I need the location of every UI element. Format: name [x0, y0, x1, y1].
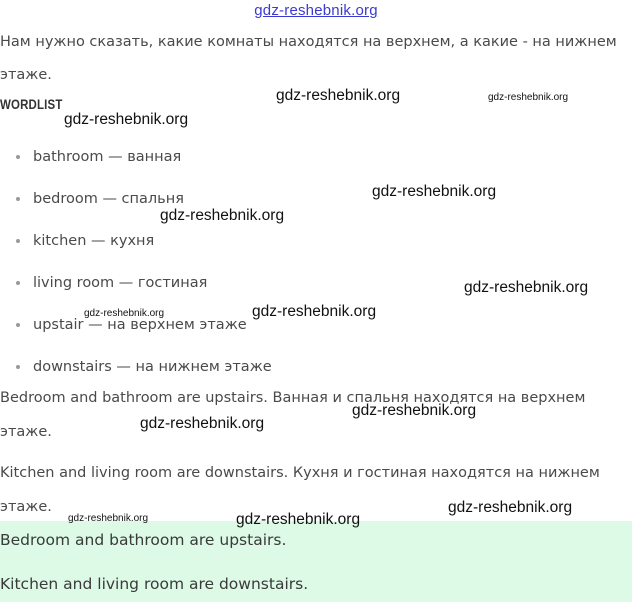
watermark: gdz-reshebnik.org — [252, 303, 377, 320]
wordlist-item-text: bathroom — ванная — [33, 149, 182, 165]
bullet-icon — [16, 155, 20, 159]
intro-line-1: Нам нужно сказать, какие комнаты находятся на верхнем, а какие - на нижнем — [0, 34, 617, 50]
watermark: gdz-reshebnik.org — [448, 499, 573, 516]
bullet-icon — [16, 323, 20, 327]
wordlist-heading: WORDLIST — [0, 96, 63, 112]
watermark: gdz-reshebnik.org — [352, 402, 477, 419]
watermark: gdz-reshebnik.org — [276, 87, 401, 104]
wordlist-item-text: downstairs — на нижнем этаже — [33, 359, 272, 375]
answer-line-1: Bedroom and bathroom are upstairs. — [0, 531, 287, 549]
wordlist-item-text: kitchen — кухня — [33, 233, 155, 249]
explanation-2-line-1: Kitchen and living room are downstairs. Кухня и гостиная находятся на нижнем — [0, 465, 600, 481]
answer-line-2: Kitchen and living room are downstairs. — [0, 575, 309, 593]
list-item — [0, 262, 272, 304]
intro-line-2: этаже. — [0, 67, 52, 83]
watermark: gdz-reshebnik.org — [372, 183, 497, 200]
watermark: gdz-reshebnik.org — [68, 513, 149, 524]
watermark: gdz-reshebnik.org — [64, 111, 189, 128]
explanation-1-line-1: Bedroom and bathroom are upstairs. Ванная и спальня находятся на верхнем — [0, 390, 586, 406]
watermark: gdz-reshebnik.org — [140, 415, 265, 432]
bullet-icon — [16, 239, 20, 243]
list-item — [0, 136, 272, 178]
list-item — [0, 220, 272, 262]
site-header-link[interactable]: gdz-reshebnik.org — [254, 2, 378, 19]
watermark: gdz-reshebnik.org — [464, 279, 589, 296]
bullet-icon — [16, 197, 20, 201]
watermark: gdz-reshebnik.org — [160, 207, 285, 224]
watermark: gdz-reshebnik.org — [236, 511, 361, 528]
answer-box — [0, 521, 632, 602]
watermark: gdz-reshebnik.org — [488, 92, 569, 103]
explanation-2-line-2: этаже. — [0, 499, 52, 515]
watermark: gdz-reshebnik.org — [84, 308, 165, 319]
wordlist-item-text: bedroom — спальня — [33, 191, 184, 207]
wordlist — [0, 136, 272, 388]
wordlist-item-text: upstair — на верхнем этаже — [33, 317, 247, 333]
wordlist-item-text: living room — гостиная — [33, 275, 208, 291]
explanation-1-line-2: этаже. — [0, 424, 52, 440]
bullet-icon — [16, 281, 20, 285]
bullet-icon — [16, 365, 20, 369]
